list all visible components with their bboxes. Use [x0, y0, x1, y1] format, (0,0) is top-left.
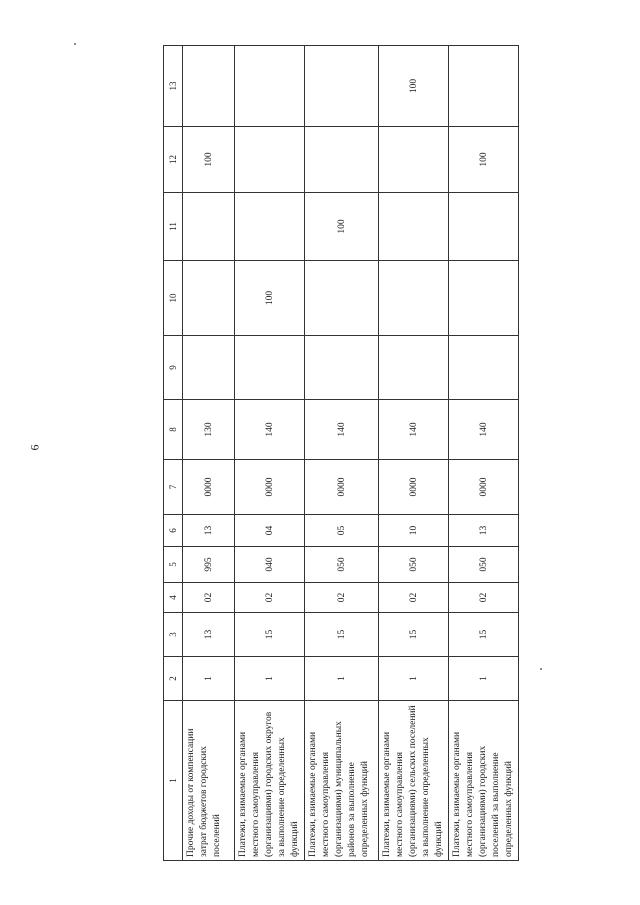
- table-row: [305, 45, 379, 860]
- cell: 15: [235, 612, 305, 656]
- cell: 140: [305, 399, 379, 459]
- cell: 0000: [305, 459, 379, 514]
- cell: 100: [449, 126, 519, 192]
- header-cell: 7: [164, 459, 183, 514]
- table-row: [379, 45, 449, 860]
- cell: [235, 192, 305, 260]
- cell: 02: [305, 582, 379, 612]
- cell: 05: [305, 514, 379, 546]
- cell: 100: [183, 126, 235, 192]
- cell: 10: [379, 514, 449, 546]
- cell: 050: [449, 546, 519, 582]
- cell: [235, 45, 305, 126]
- cell: [183, 45, 235, 126]
- cell: 15: [449, 612, 519, 656]
- header-cell: 9: [164, 335, 183, 399]
- cell: [235, 126, 305, 192]
- cell: [449, 260, 519, 335]
- cell: 050: [379, 546, 449, 582]
- row-description: Платежи, взимаемые органами местного самоуправления (организациями) сельских поселений за выполнение определенных функций: [379, 700, 449, 860]
- header-cell: 2: [164, 656, 183, 700]
- cell: 130: [183, 399, 235, 459]
- header-cell: 12: [164, 126, 183, 192]
- cell: 1: [305, 656, 379, 700]
- header-cell: 5: [164, 546, 183, 582]
- cell: [449, 45, 519, 126]
- cell: [379, 335, 449, 399]
- cell: 13: [449, 514, 519, 546]
- cell: 140: [449, 399, 519, 459]
- cell: 0000: [449, 459, 519, 514]
- cell: 0000: [379, 459, 449, 514]
- table-row: [449, 45, 519, 860]
- cell: [183, 192, 235, 260]
- cell: 1: [235, 656, 305, 700]
- header-cell: 8: [164, 399, 183, 459]
- cell: [449, 335, 519, 399]
- cell: [235, 335, 305, 399]
- cell: 100: [235, 260, 305, 335]
- scan-speck: [540, 668, 542, 670]
- cell: 1: [379, 656, 449, 700]
- cell: [379, 126, 449, 192]
- cell: 1: [449, 656, 519, 700]
- cell: 02: [183, 582, 235, 612]
- cell: 140: [379, 399, 449, 459]
- cell: 04: [235, 514, 305, 546]
- cell: 15: [305, 612, 379, 656]
- cell: 140: [235, 399, 305, 459]
- cell: 100: [305, 192, 379, 260]
- cell: [305, 335, 379, 399]
- table-row: [235, 45, 305, 860]
- cell: [379, 260, 449, 335]
- page-number: 6: [27, 444, 42, 451]
- cell: 02: [379, 582, 449, 612]
- header-cell: 10: [164, 260, 183, 335]
- table-row: [183, 45, 235, 860]
- header-cell: 13: [164, 45, 183, 126]
- budget-table-wrapper: [163, 46, 514, 861]
- row-description: Прочие доходы от компенсации затрат бюджетов городских поселений: [183, 700, 235, 860]
- cell: 13: [183, 514, 235, 546]
- cell: [305, 45, 379, 126]
- row-description: Платежи, взимаемые органами местного самоуправления (организациями) городских поселений за выполнение определенных функций: [449, 700, 519, 860]
- header-row: [164, 45, 183, 860]
- cell: [183, 335, 235, 399]
- cell: 02: [235, 582, 305, 612]
- cell: 995: [183, 546, 235, 582]
- cell: [183, 260, 235, 335]
- cell: 15: [379, 612, 449, 656]
- cell: 02: [449, 582, 519, 612]
- cell: [305, 126, 379, 192]
- header-cell: 3: [164, 612, 183, 656]
- cell: [305, 260, 379, 335]
- cell: [449, 192, 519, 260]
- cell: 0000: [183, 459, 235, 514]
- cell: [379, 192, 449, 260]
- header-cell: 11: [164, 192, 183, 260]
- scan-speck: [74, 43, 76, 45]
- budget-table: [163, 45, 519, 861]
- cell: 100: [379, 45, 449, 126]
- cell: 1: [183, 656, 235, 700]
- header-cell: 6: [164, 514, 183, 546]
- header-cell: 4: [164, 582, 183, 612]
- row-description: Платежи, взимаемые органами местного самоуправления (организациями) городских округов за выполнение определенных функций: [235, 700, 305, 860]
- cell: 0000: [235, 459, 305, 514]
- cell: 050: [305, 546, 379, 582]
- cell: 040: [235, 546, 305, 582]
- row-description: Платежи, взимаемые органами местного самоуправления (организациями) муниципальных районов за выполнение определенных функций: [305, 700, 379, 860]
- cell: 13: [183, 612, 235, 656]
- header-cell: 1: [164, 700, 183, 860]
